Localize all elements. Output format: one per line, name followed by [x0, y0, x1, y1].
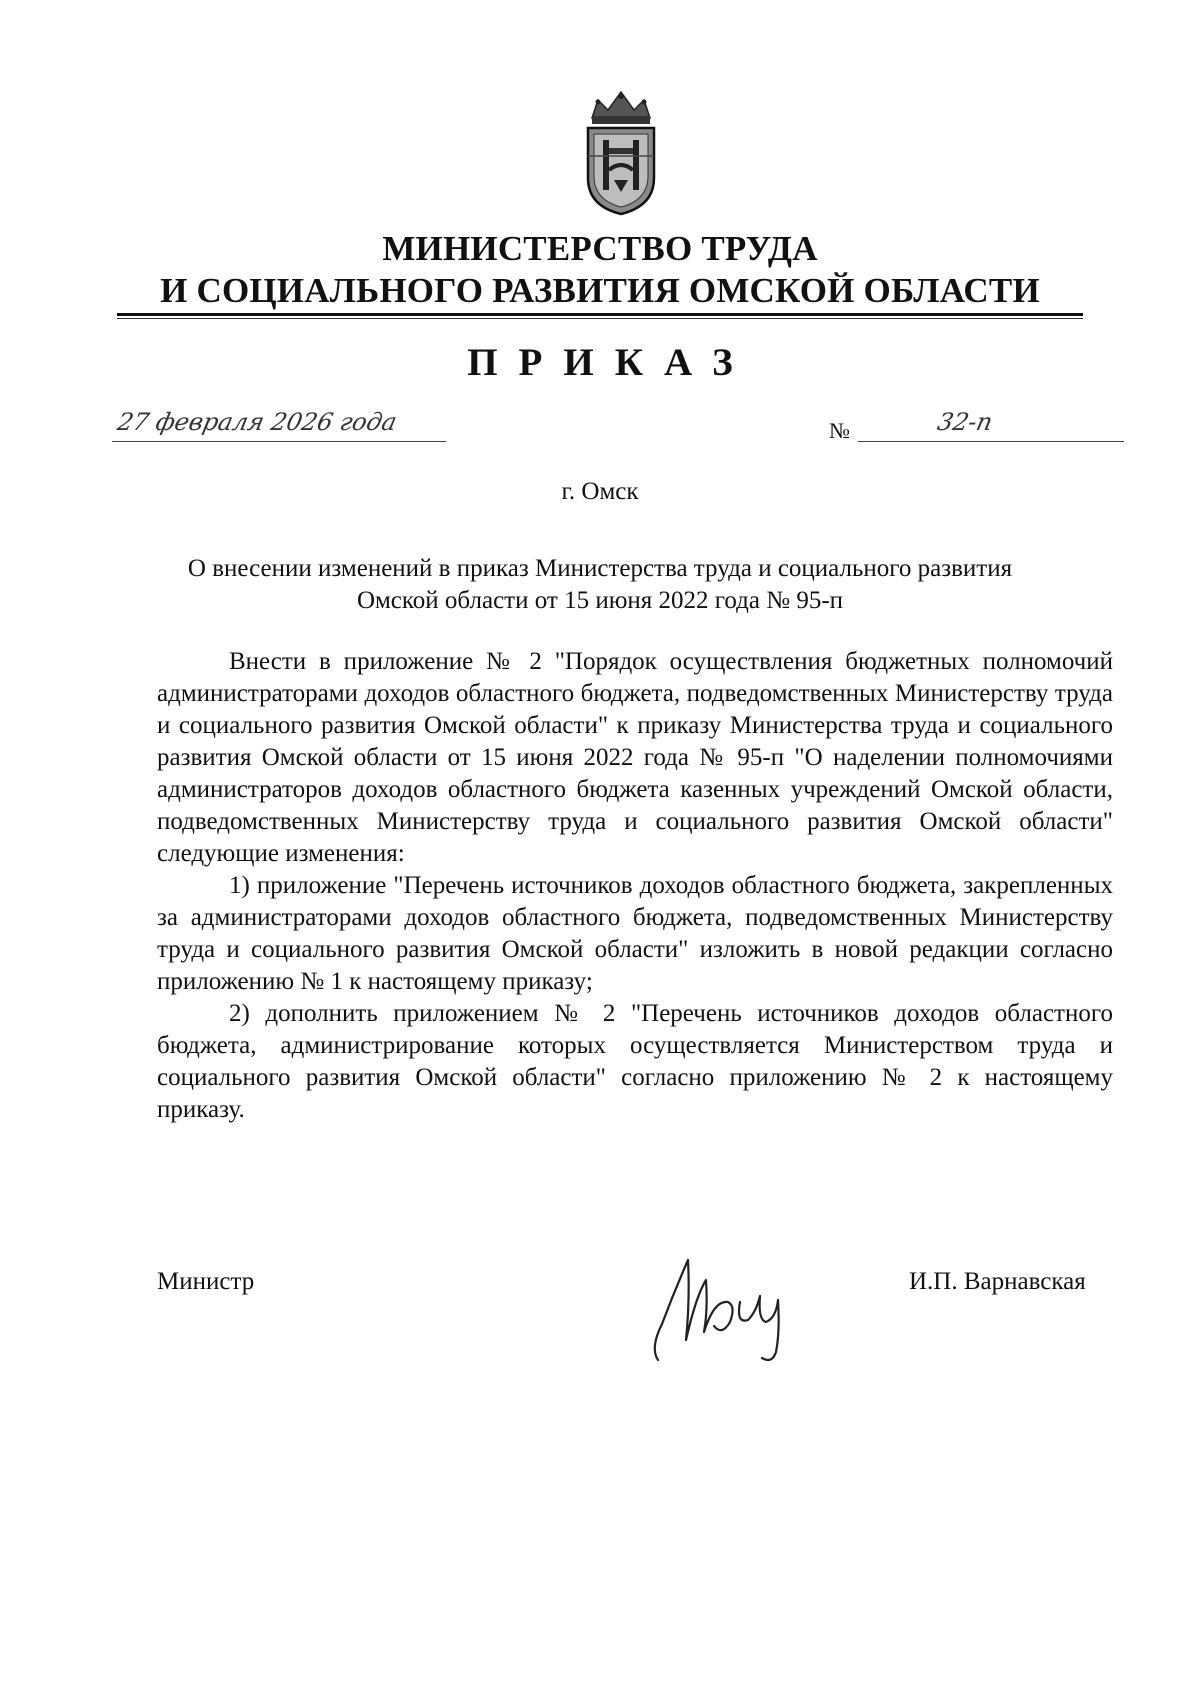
document-subject: О внесении изменений в приказ Министерства труда и социального развития Омской области от 15 июня 2022 года № 95-п — [187, 555, 1013, 614]
body-paragraph: 1) приложение "Перечень источников доходов областного бюджета, закрепленных за администраторами доходов областного бюджета, подведомственных Министерству труда и социального развития Омской области" изложить в новой редакции согласно приложению № 1 к настоящему приказу; — [157, 872, 1113, 995]
omsk-oblast-coat-of-arms-icon — [578, 88, 664, 216]
document-body — [157, 646, 1113, 1126]
signatory-name: И.П. Варнавская — [909, 1268, 1086, 1295]
city-label: г. Омск — [561, 478, 639, 505]
handwritten-signature-icon — [644, 1240, 824, 1370]
body-paragraph: Внести в приложение № 2 "Порядок осуществления бюджетных полномочий администраторами доходов областного бюджета, подведомственных Министерству труда и социального развития Омской области" к приказу Министерства труда и социального развития Омской области от 15 июня 2022 года № 95-п "О наделении полномочиями администраторов доходов областного бюджета казенных учреждений Омской области, подведомственных Министерству труда и социального развития Омской области" следующие изменения: — [157, 648, 1113, 867]
document-number: 32-п — [935, 408, 996, 436]
date-underline — [112, 441, 446, 442]
header-divider — [117, 313, 1083, 316]
ministry-title-line2: И СОЦИАЛЬНОГО РАЗВИТИЯ ОМСКОЙ ОБЛАСТИ — [160, 271, 1040, 310]
ministry-title-line1: МИНИСТЕРСТВО ТРУДА — [382, 229, 818, 268]
number-underline — [858, 441, 1124, 442]
body-paragraph: 2) дополнить приложением № 2 "Перечень источников доходов областного бюджета, администрирование которых осуществляется Министерством труда и социального развития Омской области" согласно приложению № 2 к настоящему приказу. — [157, 1000, 1113, 1123]
header-divider-thin — [117, 318, 1083, 319]
document-type-title: ПРИКАЗ — [467, 341, 754, 384]
signatory-position: Министр — [157, 1268, 255, 1295]
document-date: 27 февраля 2026 года — [115, 408, 400, 436]
number-label: № — [829, 418, 850, 443]
